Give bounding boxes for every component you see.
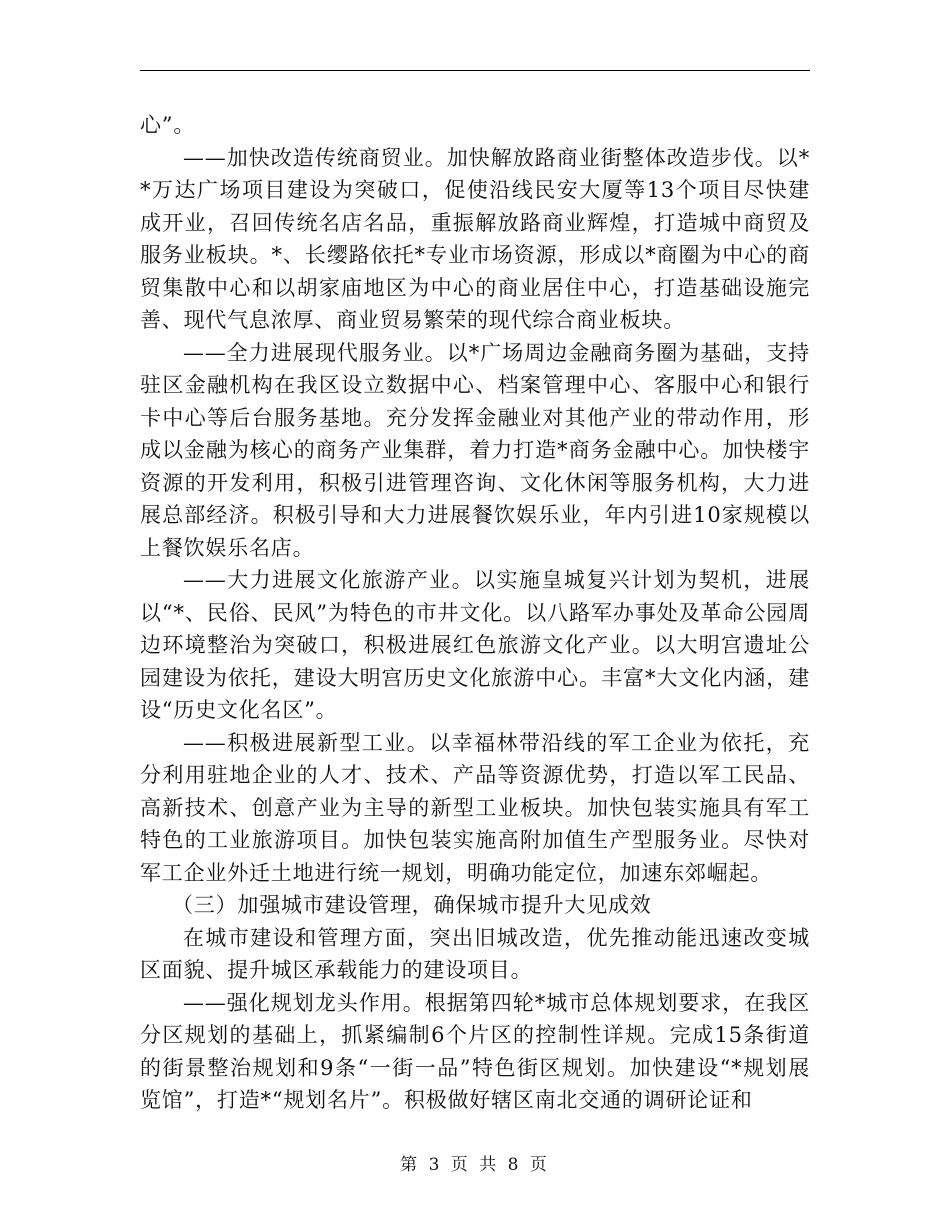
header-rule (140, 70, 810, 71)
paragraph-modern-services: ——全力进展现代服务业。以*广场周边金融商务圈为基础，支持驻区金融机构在我区设立数据中心、档案管理中心、客服中心和银行卡中心等后台服务基地。充分发挥金融业对其他产业的带动作用，形成以金融为核心的商务产业集群，着力打造*商务金融中心。加快楼宇资源的开发利用，积极引进管理咨询、文化休闲等服务机构，大力进展总部经济。积极引导和大力进展餐饮娱乐业，年内引进10家规模以上餐饮娱乐名店。 (140, 340, 810, 560)
paragraph-traditional-commerce: ——加快改造传统商贸业。加快解放路商业街整体改造步伐。以**万达广场项目建设为突破口，促使沿线民安大厦等13个项目尽快建成开业，召回传统名店名品，重振解放路商业辉煌，打造城中商贸及服务业板块。*、长缨路依托*专业市场资源，形成以*商圈为中心的商贸集散中心和以胡家庙地区为中心的商业居住中心，打造基础设施完善、现代气息浓厚、商业贸易繁荣的现代综合商业板块。 (140, 145, 810, 332)
page-number: 第 3 页 共 8 页 (400, 1155, 550, 1175)
paragraph-continuation: 心”。 (140, 113, 196, 137)
document-body (140, 109, 810, 1117)
paragraph-planning: ——强化规划龙头作用。根据第四轮*城市总体规划要求，在我区分区规划的基础上，抓紧编制6个片区的控制性详规。完成15条街道的街景整治规划和9条“一街一品”特色街区规划。加快建设“*规划展览馆”，打造*“规划名片”。积极做好辖区南北交通的调研论证和 (140, 990, 810, 1112)
paragraph-culture-tourism: ——大力进展文化旅游产业。以实施皇城复兴计划为契机，进展以“*、民俗、民风”为特色的市井文化。以八路军办事处及革命公园周边环境整治为突破口，积极进展红色旅游文化产业。以大明宫遗址公园建设为依托，建设大明宫历史文化旅游中心。丰富*大文化内涵，建设“历史文化名区”。 (140, 568, 810, 722)
paragraph-city-construction: 在城市建设和管理方面，突出旧城改造，优先推动能迅速改变城区面貌、提升城区承载能力的建设项目。 (140, 925, 810, 982)
paragraph-new-industry: ——积极进展新型工业。以幸福林带沿线的军工企业为依托，充分利用驻地企业的人才、技术、产品等资源优势，打造以军工民品、高新技术、创意产业为主导的新型工业板块。加快包装实施具有军工特色的工业旅游项目。加快包装实施高附加值生产型服务业。尽快对军工企业外迁土地进行统一规划，明确功能定位，加速东郊崛起。 (140, 730, 810, 885)
section-heading: （三）加强城市建设管理，确保城市提升大见成效 (172, 893, 652, 917)
